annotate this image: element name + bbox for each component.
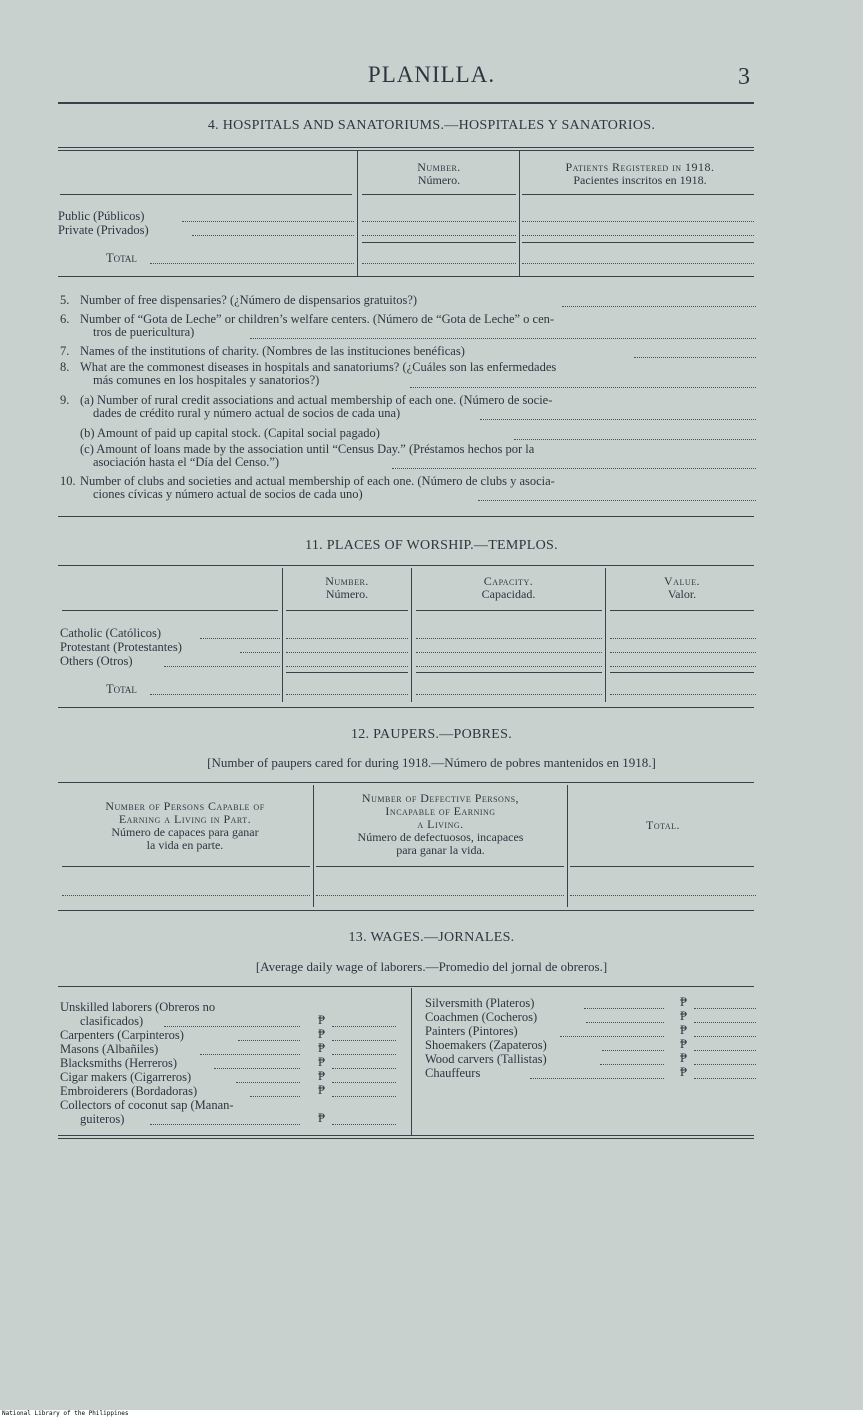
header-rule — [58, 102, 754, 104]
dot-leader — [332, 1095, 396, 1097]
dot-leader — [286, 665, 408, 667]
wage-unskilled-1: Unskilled laborers (Obreros no — [60, 1000, 216, 1014]
dot-leader — [362, 262, 516, 264]
q-text: What are the commonest diseases in hospitals and sanatoriums? (¿Cuáles son las enfermedades — [80, 360, 557, 374]
s12-col2-es-1: Número de defectuosos, incapaces — [357, 830, 524, 844]
dot-leader — [610, 693, 756, 695]
s11-sum-rule-c — [416, 672, 602, 673]
q-num: 10. — [60, 474, 76, 488]
s4-col2-en: Patients Registered in 1918. — [565, 160, 715, 174]
section-12-subtitle: [Number of paupers cared for during 1918.—Número de pobres mantenidos en 1918.] — [207, 755, 656, 770]
s11-vline-2 — [411, 568, 412, 702]
wage-coconut-1: Collectors of coconut sap (Manan- — [60, 1098, 234, 1112]
s12-col2-en-1: Number of Defective Persons, — [361, 791, 520, 805]
dot-leader — [602, 1049, 664, 1051]
wage-wood-carvers: Wood carvers (Tallistas) — [425, 1052, 547, 1066]
q-num: 5. — [60, 293, 70, 307]
s11-top-rule — [58, 565, 754, 566]
s4-col-number-header — [360, 161, 518, 187]
wage-chauffeurs: Chauffeurs — [425, 1066, 481, 1080]
dot-leader — [332, 1081, 396, 1083]
s11-bottom-rule — [58, 707, 754, 708]
question-10 — [60, 475, 760, 501]
footer-credit: National Library of the Philippines — [0, 1410, 863, 1418]
s12-top-rule — [58, 782, 754, 783]
s4-col1-en: Number. — [417, 160, 461, 174]
peso-sign: ₱ — [318, 1069, 325, 1083]
dot-leader — [694, 1035, 756, 1037]
row-label: Private (Privados) — [58, 223, 149, 237]
s4-vline-2 — [519, 150, 520, 276]
dot-leader — [610, 665, 756, 667]
s4-vline-1 — [357, 150, 358, 276]
q-cont: más comunes en los hospitales y sanatorios?) — [93, 373, 320, 387]
dot-leader — [286, 637, 408, 639]
q-text: (c) Amount of loans made by the association until “Census Day.” (Préstamos hechos por la — [80, 442, 535, 456]
dot-leader — [522, 234, 754, 236]
wage-unskilled-2: clasificados) — [80, 1014, 144, 1028]
s12-bottom-rule — [58, 910, 754, 911]
dot-leader — [416, 637, 602, 639]
dot-leader — [586, 1021, 664, 1023]
s11-hdr-rule-c — [416, 610, 602, 611]
q-text: (b) Amount of paid up capital stock. (Capital social pagado) — [80, 426, 380, 440]
page-number: 3 — [738, 64, 750, 90]
s12-col1-es-1: Número de capaces para ganar — [111, 825, 259, 839]
dot-leader — [192, 234, 354, 236]
s11-row-protestant — [60, 640, 182, 654]
questions-bottom-rule — [58, 516, 754, 517]
s11-row-catholic — [60, 626, 161, 640]
s12-hdr-rule-c — [570, 866, 754, 867]
dot-leader — [570, 894, 756, 896]
dot-leader — [240, 651, 280, 653]
wage-silversmith: Silversmith (Plateros) — [425, 996, 535, 1010]
s11-col-value-header — [608, 575, 756, 601]
wage-masons: Masons (Albañiles) — [60, 1042, 159, 1056]
dot-leader — [522, 262, 754, 264]
s12-col2-en-2: Incapable of Earning — [385, 804, 496, 818]
q-num: 7. — [60, 344, 70, 358]
dot-leader — [236, 1081, 300, 1083]
dot-leader — [694, 1007, 756, 1009]
dot-leader — [410, 386, 756, 388]
section-13-title: 13. WAGES.—JORNALES. — [348, 930, 515, 945]
section-13-subtitle: [Average daily wage of laborers.—Promedio del jornal de obreros.] — [255, 959, 608, 974]
q-text: Number of “Gota de Leche” or children’s welfare centers. (Número de “Gota de Leche” o cen- — [80, 312, 555, 326]
row-label: Public (Públicos) — [58, 209, 145, 223]
s13-bottom-rule2 — [58, 1138, 754, 1139]
wage-coachmen: Coachmen (Cocheros) — [425, 1010, 538, 1024]
dot-leader — [250, 337, 756, 339]
dot-leader — [362, 234, 516, 236]
s11-col1-es: Número. — [325, 587, 369, 601]
dot-leader — [200, 637, 280, 639]
s11-sum-rule-d — [610, 672, 754, 673]
s11-col1-en: Number. — [325, 574, 369, 588]
peso-sign: ₱ — [680, 1065, 687, 1079]
s11-hdr-rule-b — [286, 610, 408, 611]
dot-leader — [250, 1095, 300, 1097]
s11-vline-1 — [282, 568, 283, 702]
s13-bottom-rule — [58, 1135, 754, 1136]
page-header-title: PLANILLA. — [367, 62, 496, 87]
q-text: Number of clubs and societies and actual membership of each one. (Número de clubs y asocia- — [80, 474, 555, 488]
s11-total: Total — [106, 682, 137, 696]
q-cont: dades de crédito rural y número actual de socios de cada una) — [93, 406, 401, 420]
s12-col-defective-header — [316, 792, 565, 857]
peso-sign: ₱ — [680, 1023, 687, 1037]
peso-sign: ₱ — [680, 995, 687, 1009]
peso-sign: ₱ — [318, 1013, 325, 1027]
dot-leader — [332, 1039, 396, 1041]
q-cont: asociación hasta el “Día del Censo.”) — [93, 455, 280, 469]
dot-leader — [286, 651, 408, 653]
s11-sum-rule-b — [286, 672, 408, 673]
dot-leader — [286, 693, 408, 695]
dot-leader — [332, 1053, 396, 1055]
dot-leader — [164, 665, 280, 667]
s4-col1-es: Número. — [417, 173, 461, 187]
dot-leader — [694, 1077, 756, 1079]
dot-leader — [332, 1123, 396, 1125]
s11-col-capacity-header — [414, 575, 603, 601]
s4-col2-es: Pacientes inscritos en 1918. — [573, 173, 707, 187]
section-4-title: 4. HOSPITALS AND SANATORIUMS.—HOSPITALES Y SANATORIOS. — [207, 118, 656, 133]
dot-leader — [560, 1035, 664, 1037]
s12-col2-es-2: para ganar la vida. — [396, 843, 485, 857]
row-label: Catholic (Católicos) — [60, 626, 162, 640]
wage-embroiderers: Embroiderers (Bordadoras) — [60, 1084, 198, 1098]
dot-leader — [238, 1039, 300, 1041]
s4-hdr-rule-b — [362, 194, 516, 195]
dot-leader — [150, 262, 354, 264]
s12-col-capable-header — [60, 800, 310, 852]
dot-leader — [182, 220, 354, 222]
q-text: Names of the institutions of charity. (Nombres de las instituciones benéficas) — [80, 344, 465, 358]
s12-col-total-header — [570, 819, 756, 832]
s13-top-rule — [58, 986, 754, 987]
dot-leader — [584, 1007, 664, 1009]
dot-leader — [514, 438, 756, 440]
peso-sign: ₱ — [318, 1111, 325, 1125]
dot-leader — [164, 1025, 300, 1027]
dot-leader — [150, 693, 280, 695]
dot-leader — [62, 894, 310, 896]
q-num: 9. — [60, 393, 70, 407]
dot-leader — [150, 1123, 300, 1125]
s12-vline-2 — [567, 785, 568, 907]
s13-vline — [411, 988, 412, 1135]
s12-col1-en-2: Earning a Living in Part. — [118, 812, 252, 826]
dot-leader — [416, 665, 602, 667]
section-12-title: 12. PAUPERS.—POBRES. — [350, 727, 513, 742]
dot-leader — [600, 1063, 664, 1065]
dot-leader — [332, 1067, 396, 1069]
s4-sum-rule-c — [522, 242, 754, 243]
question-9a — [60, 394, 760, 420]
s12-col3: Total. — [645, 818, 681, 832]
peso-sign: ₱ — [680, 1051, 687, 1065]
s12-vline-1 — [313, 785, 314, 907]
dot-leader — [416, 651, 602, 653]
wage-painters: Painters (Pintores) — [425, 1024, 518, 1038]
s4-col-patients-header — [522, 161, 758, 187]
dot-leader — [562, 305, 756, 307]
s4-hdr-rule-a — [60, 194, 352, 195]
dot-leader — [480, 418, 756, 420]
s4-total: Total — [106, 251, 137, 265]
s11-hdr-rule-d — [610, 610, 754, 611]
s11-col2-en: Capacity. — [483, 574, 534, 588]
peso-sign: ₱ — [318, 1055, 325, 1069]
s11-col3-es: Valor. — [667, 587, 697, 601]
wage-cigar-makers: Cigar makers (Cigarreros) — [60, 1070, 192, 1084]
dot-leader — [522, 220, 754, 222]
s4-bottom-rule — [58, 276, 754, 277]
peso-sign: ₱ — [318, 1083, 325, 1097]
dot-leader — [478, 499, 756, 501]
peso-sign: ₱ — [680, 1037, 687, 1051]
s12-col1-en-1: Number of Persons Capable of — [105, 799, 265, 813]
s4-top-rule2 — [58, 150, 754, 151]
question-6 — [60, 313, 760, 339]
s12-col2-en-3: a Living. — [417, 817, 464, 831]
peso-sign: ₱ — [318, 1041, 325, 1055]
s11-vline-3 — [605, 568, 606, 702]
question-8 — [60, 361, 760, 387]
s11-col3-en: Value. — [664, 574, 700, 588]
dot-leader — [316, 894, 564, 896]
q-num: 8. — [60, 360, 70, 374]
s12-col1-es-2: la vida en parte. — [146, 838, 224, 852]
dot-leader — [200, 1053, 300, 1055]
peso-sign: ₱ — [318, 1027, 325, 1041]
s11-hdr-rule-a — [62, 610, 278, 611]
q-num: 6. — [60, 312, 70, 326]
q-text: (a) Number of rural credit associations and actual membership of each one. (Número de socie- — [80, 393, 553, 407]
dot-leader — [634, 356, 756, 358]
s4-hdr-rule-c — [522, 194, 754, 195]
wage-blacksmiths: Blacksmiths (Herreros) — [60, 1056, 177, 1070]
dot-leader — [416, 693, 602, 695]
wage-coconut-2: guiteros) — [80, 1112, 125, 1126]
s12-hdr-rule-a — [62, 866, 310, 867]
s11-col-number-header — [285, 575, 409, 601]
q-text: Number of free dispensaries? (¿Número de dispensarios gratuitos?) — [80, 293, 418, 307]
dot-leader — [530, 1077, 664, 1079]
q-cont: ciones cívicas y número actual de socios de cada uno) — [93, 487, 363, 501]
dot-leader — [694, 1063, 756, 1065]
s11-row-others — [60, 654, 133, 668]
row-label: Protestant (Protestantes) — [60, 640, 182, 654]
wage-shoemakers: Shoemakers (Zapateros) — [425, 1038, 547, 1052]
dot-leader — [362, 220, 516, 222]
section-11-title: 11. PLACES OF WORSHIP.—TEMPLOS. — [305, 538, 558, 553]
dot-leader — [694, 1021, 756, 1023]
row-label: Others (Otros) — [60, 654, 133, 668]
peso-sign: ₱ — [680, 1009, 687, 1023]
dot-leader — [610, 637, 756, 639]
s4-top-rule — [58, 147, 754, 148]
s4-sum-rule-b — [362, 242, 516, 243]
wage-carpenters: Carpenters (Carpinteros) — [60, 1028, 184, 1042]
question-9c — [60, 443, 760, 469]
s11-col2-es: Capacidad. — [481, 587, 536, 601]
s12-hdr-rule-b — [316, 866, 564, 867]
dot-leader — [392, 467, 756, 469]
dot-leader — [332, 1025, 396, 1027]
q-cont: tros de puericultura) — [93, 325, 195, 339]
dot-leader — [610, 651, 756, 653]
dot-leader — [214, 1067, 300, 1069]
dot-leader — [694, 1049, 756, 1051]
